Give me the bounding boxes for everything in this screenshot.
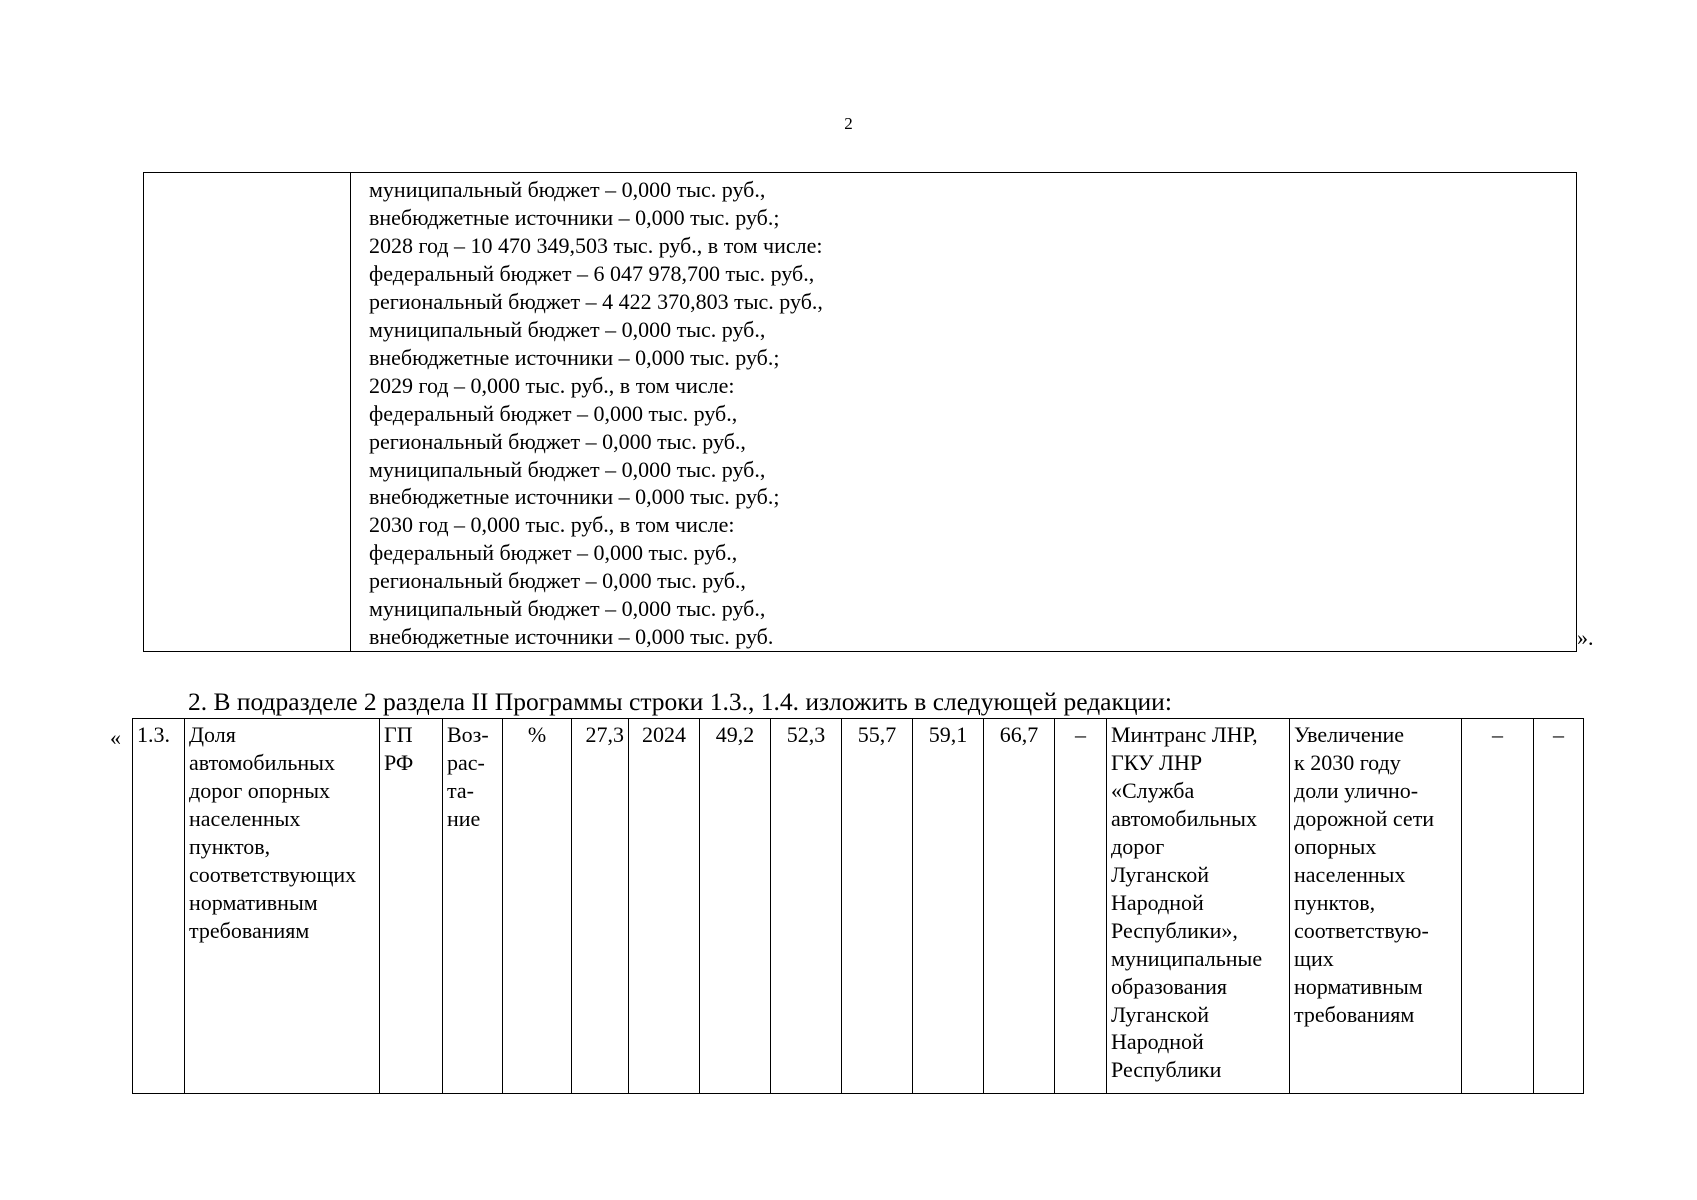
unit-cell: % bbox=[503, 719, 572, 1094]
funding-line: муниципальный бюджет – 0,000 тыс. руб., bbox=[369, 177, 766, 202]
funding-table-continuation bbox=[143, 172, 1577, 652]
indicator-name-cell: Доля автомобильных дорог опорных населенных пунктов, соответствующих нормативным требованиям bbox=[185, 719, 380, 1094]
year-value-cell: 55,7 bbox=[842, 719, 913, 1094]
funding-line: федеральный бюджет – 0,000 тыс. руб., bbox=[369, 540, 738, 566]
funding-line: внебюджетные источники – 0,000 тыс. руб.; bbox=[369, 484, 780, 510]
funding-line: федеральный бюджет – 6 047 978,700 тыс. руб., bbox=[369, 260, 815, 286]
funding-line: 2030 год – 0,000 тыс. руб., в том числе: bbox=[369, 512, 735, 538]
indicator-level-cell: ГП РФ bbox=[380, 719, 443, 1094]
dash-cell: – bbox=[1462, 719, 1534, 1094]
funding-line: региональный бюджет – 0,000 тыс. руб., bbox=[369, 568, 746, 594]
dash-cell: – bbox=[1055, 719, 1107, 1094]
funding-line: внебюджетные источники – 0,000 тыс. руб.; bbox=[369, 344, 780, 370]
table-row bbox=[133, 719, 1584, 1094]
amendment-paragraph: 2. В подразделе 2 раздела II Программы строки 1.3., 1.4. изложить в следующей редакции: bbox=[188, 687, 1172, 716]
funding-line: федеральный бюджет – 0,000 тыс. руб., bbox=[369, 400, 738, 426]
connection-cell: Увеличение к 2030 году доли улично- дорожной сети опорных населенных пунктов, соответствую- щих нормативным требованиям bbox=[1290, 719, 1462, 1094]
funding-line: муниципальный бюджет – 0,000 тыс. руб., bbox=[369, 596, 766, 622]
indicator-trend-cell: Воз- рас- та- ние bbox=[443, 719, 503, 1094]
dash-cell: – bbox=[1534, 719, 1584, 1094]
funding-line: региональный бюджет – 4 422 370,803 тыс. руб., bbox=[369, 288, 823, 314]
base-year-cell: 2024 bbox=[629, 719, 700, 1094]
funding-table-label-cell bbox=[144, 173, 351, 651]
funding-line: муниципальный бюджет – 0,000 тыс. руб., bbox=[369, 316, 766, 342]
year-value-cell: 52,3 bbox=[771, 719, 842, 1094]
year-value-cell: 59,1 bbox=[913, 719, 984, 1094]
funding-line: региональный бюджет – 0,000 тыс. руб., bbox=[369, 428, 746, 454]
year-value-cell: 66,7 bbox=[984, 719, 1055, 1094]
funding-line: муниципальный бюджет – 0,000 тыс. руб., bbox=[369, 456, 766, 482]
responsible-cell: Минтранс ЛНР, ГКУ ЛНР «Служба автомобильных дорог Луганской Народной Республики», муниципальные образования Луганской Народной Республики bbox=[1107, 719, 1290, 1094]
closing-quote: ». bbox=[1577, 625, 1594, 650]
funding-line: внебюджетные источники – 0,000 тыс. руб. bbox=[369, 624, 774, 650]
base-value-cell: 27,3 bbox=[572, 719, 629, 1094]
funding-table-value-cell bbox=[351, 173, 1576, 651]
row-number-cell: 1.3. bbox=[133, 719, 185, 1094]
indicator-table bbox=[132, 718, 1584, 1094]
year-value-cell: 49,2 bbox=[700, 719, 771, 1094]
funding-line: внебюджетные источники – 0,000 тыс. руб.; bbox=[369, 204, 780, 230]
funding-line: 2028 год – 10 470 349,503 тыс. руб., в том числе: bbox=[369, 232, 823, 258]
page-number: 2 bbox=[844, 114, 853, 133]
opening-quote: « bbox=[110, 725, 121, 750]
funding-line: 2029 год – 0,000 тыс. руб., в том числе: bbox=[369, 372, 735, 398]
